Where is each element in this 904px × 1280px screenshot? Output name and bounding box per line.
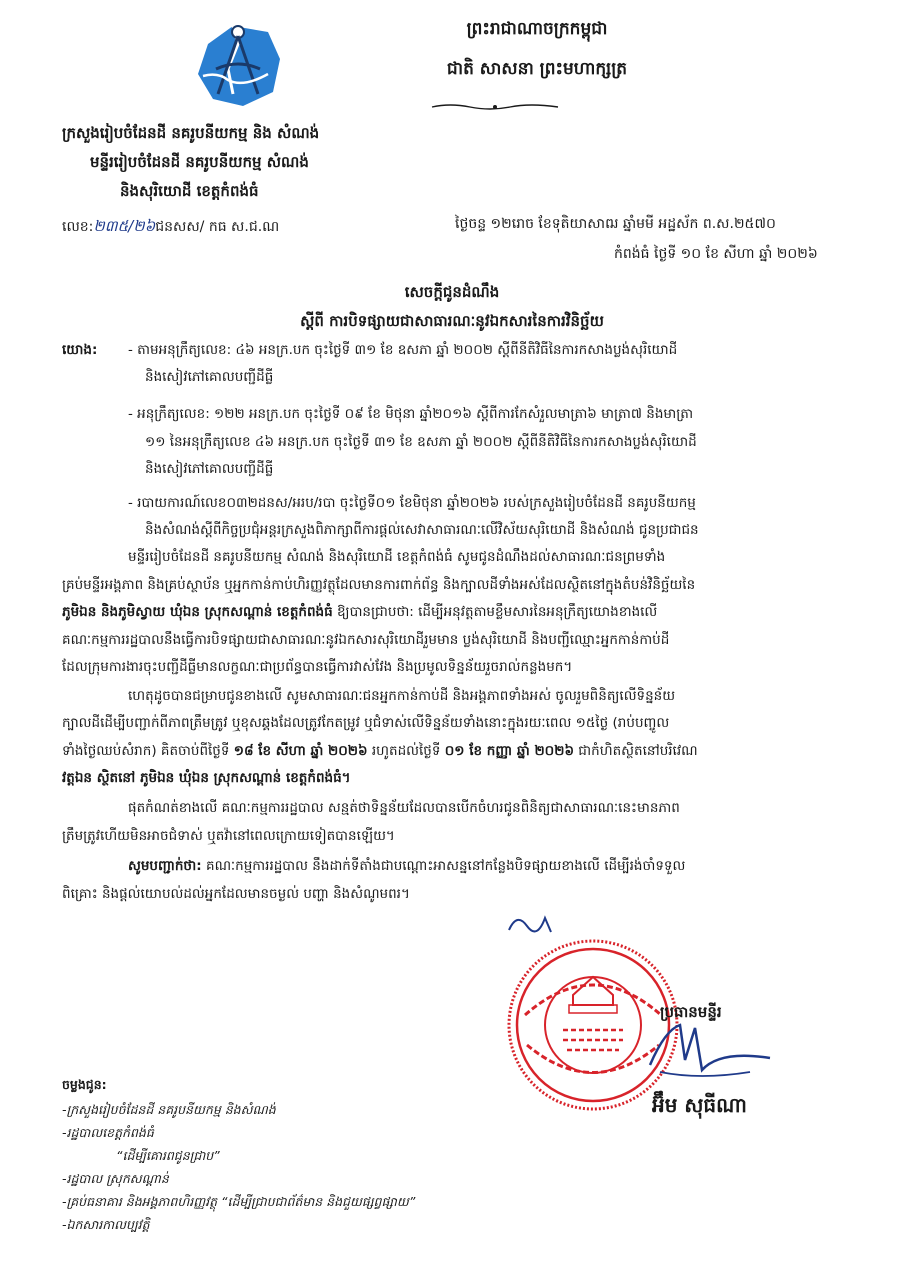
reference-suffix: ជនសស/ កធ ស.ជ.ណ bbox=[155, 219, 280, 235]
paragraph-2-line3 bbox=[62, 741, 698, 762]
cc-item-province-note: “ដើម្បីគោរពជូនជ្រាប” bbox=[116, 1148, 220, 1163]
notice-subject: ស្ដីពី ការបិទផ្សាយជាសាធារណៈនូវឯកសារនៃការវិនិច្ឆ័យ bbox=[300, 312, 604, 330]
signatory-name: អ៊ឹម សុធីណា bbox=[652, 1093, 747, 1117]
kingdom-motto: ជាតិ សាសនា ព្រះមហាក្សត្រ bbox=[446, 59, 628, 79]
reference-item-2-line1: - អនុក្រឹត្យលេខ: ១២២ អនក្រ.បក ចុះថ្ងៃទី ០៩ ខែ មិថុនា ឆ្នាំ២០១៦ ស្ដីពីការកែសំរួលមាត្រា៦ មាត្រា៧ និងមាត្រា bbox=[128, 406, 694, 422]
reference-item-1-line1: - តាមអនុក្រឹត្យលេខ: ៤៦ អនក្រ.បក ចុះថ្ងៃទី ៣១ ខែ ឧសភា ឆ្នាំ ២០០២ ស្ដីពីនីតិវិធីនៃការកសាងប្លង់សុរិយោដី bbox=[128, 342, 678, 358]
cc-item-district: -រដ្ឋបាល ស្រុកសណ្ដាន់ bbox=[62, 1171, 169, 1186]
note-label: សូមបញ្ជាក់ថា: bbox=[128, 858, 202, 874]
venue-location: វត្តឯន ស្ថិតនៅ ភូមិឯន ឃុំឯន ស្រុកសណ្ដាន់ ខេត្តកំពង់ធំ។ bbox=[62, 770, 351, 786]
reference-item-2-line3: និងសៀវភៅគោលបញ្ជីដីធ្លី bbox=[145, 461, 274, 477]
location-bold: ភូមិឯន និងភូមិស្វាយ ឃុំឯន ស្រុកសណ្ដាន់ ខេត្តកំពង់ធំ bbox=[62, 604, 333, 620]
note-text: គណៈកម្មការរដ្ឋបាល នឹងដាក់ទីតាំងជាបណ្ដោះអាសន្ននៅកន្លែងបិទផ្សាយខាងលើ ដើម្បីរង់ចាំទទួល bbox=[206, 858, 686, 874]
paragraph-1-line5: ដែលក្រុមការងារចុះបញ្ជីដីធ្លីមានលក្ខណៈជាប្រព័ន្ធបានធ្វើការវាស់វែង និងប្រមូលទិន្នន័យរួចរាល់កន្លងមក។ bbox=[62, 659, 573, 675]
cc-item-archive: -ឯកសារកាលប្បវត្តិ bbox=[62, 1217, 150, 1232]
kingdom-title: ព្រះរាជាណាចក្រកម្ពុជា bbox=[466, 19, 608, 39]
paragraph-3-line1: ផុតកំណត់ខាងលើ គណៈកម្មការរដ្ឋបាល សន្មត់ថាទិន្នន័យដែលបានបើកចំហរជូនពិនិត្យជាសាធារណៈនេះមានភាព bbox=[128, 800, 680, 816]
cc-label: ចម្លងជូន: bbox=[62, 1077, 107, 1092]
references-label: យោង: bbox=[62, 342, 98, 358]
paragraph-2-line1: ហេតុដូចបានជម្រាបជូនខាងលើ សូមសាធារណៈជនអ្នកកាន់កាប់ដី និងអង្គភាពទាំងអស់ ចូលរួមពិនិត្យលើទិន្នន័យ bbox=[128, 688, 676, 704]
initial-mark bbox=[505, 908, 555, 938]
period-intro: ទាំងថ្ងៃឈប់សំរាក) គិតចាប់ពីថ្ងៃទី bbox=[62, 743, 230, 759]
paragraph-1-line2: គ្រប់មន្ទីរអង្គភាព និងគ្រប់ស្ថាប័ន ឬអ្នកកាន់កាប់ហិរញ្ញវត្ថុដែលមានការពាក់ព័ន្ធ និងក្បាលដីទាំងអស់ដែលស្ថិតនៅក្នុងតំបន់វិនិច្ឆ័យនៃ bbox=[62, 577, 696, 593]
notice-title: សេចក្ដីជូនដំណឹង bbox=[404, 283, 500, 301]
paragraph-2-line2: ក្បាលដីដើម្បីបញ្ជាក់ពីភាពត្រឹមត្រូវ ឬខុសឆ្គងដែលត្រូវកែតម្រូវ ឬជំទាស់លើទិន្នន័យទាំងនោះក្នុងរយៈពេល ១៥ថ្ងៃ (រាប់បញ្ចូល bbox=[62, 715, 670, 731]
period-venue-intro: ជាកំហិតស្ថិតនៅបរិវេណ bbox=[578, 743, 698, 759]
paragraph-1-line1: មន្ទីររៀបចំដែនដី នគរូបនីយកម្ម សំណង់ និងសុរិយោដី ខេត្តកំពង់ធំ សូមជូនដំណឹងដល់សាធារណៈជនព្រមទាំង bbox=[128, 549, 666, 565]
reference-item-1-line2: និងសៀវភៅគោលបញ្ជីដីធ្លី bbox=[145, 369, 274, 385]
ornament-divider bbox=[430, 96, 560, 104]
solar-date: កំពង់ធំ ថ្ងៃទី ១០ ខែ សីហា ឆ្នាំ ២០២៦ bbox=[614, 246, 818, 262]
lunar-date: ថ្ងៃចន្ទ ១២រោច ខែទុតិយាសាឍ ឆ្នាំមមី អដ្ឋស័ក ព.ស.២៥៧០ bbox=[455, 216, 776, 232]
reference-number bbox=[62, 216, 279, 237]
paragraph-1-line4: គណៈកម្មការរដ្ឋបាលនឹងធ្វើការបិទផ្សាយជាសាធារណៈនូវឯកសារសុរិយោដីរួមមាន ប្លង់សុរិយោដី និងបញ្ជីឈ្មោះអ្នកកាន់កាប់ដី bbox=[62, 632, 670, 648]
reference-item-3-line1: - របាយការណ៍លេខ០៣២ដនស/អរប/របា ចុះថ្ងៃទី០១ ខែមិថុនា ឆ្នាំ២០២៦ របស់ក្រសួងរៀបចំដែនដី នគរូបនីយកម្ម bbox=[128, 495, 696, 511]
paragraph-4-line1 bbox=[128, 856, 685, 877]
handwritten-signature bbox=[640, 1010, 780, 1090]
cc-item-ministry: -ក្រសួងរៀបចំដែនដី នគរូបនីយកម្ម និងសំណង់ bbox=[62, 1102, 276, 1117]
paragraph-4-line2: ពិគ្រោះ និងផ្ដល់យោបល់ដល់អ្នកដែលមានចម្ងល់ បញ្ហា និងសំណូមពរ។ bbox=[62, 886, 410, 902]
reference-prefix: លេខ: bbox=[62, 219, 94, 235]
reference-item-3-line2: និងសំណង់ស្ដីពីកិច្ចប្រជុំអន្តរក្រសួងពិភាក្សាពីការផ្ដល់សេវាសាធារណៈលើវិស័យសុរិយោដី និងសំណង់ ជូនប្រជាជន bbox=[145, 522, 699, 538]
period-until: រហូតដល់ថ្ងៃទី bbox=[371, 743, 441, 759]
department-name: មន្ទីររៀបចំដែនដី នគរូបនីយកម្ម សំណង់ bbox=[90, 153, 309, 171]
signature-title: ប្រធានមន្ទីរ bbox=[660, 1003, 722, 1021]
cc-item-banks: -គ្រប់ធនាគារ និងអង្គភាពហិរញ្ញវត្ថុ “ដើម្បីជ្រាបជាព័ត៌មាន និងជួយផ្សព្វផ្សាយ” bbox=[62, 1194, 416, 1209]
department-province: និងសុរិយោដី ខេត្តកំពង់ធំ bbox=[120, 182, 259, 200]
paragraph-1-line3 bbox=[62, 602, 657, 623]
paragraph-1-line3-rest: ឱ្យបានជ្រាបថា: ដើម្បីអនុវត្តតាមខ្លឹមសារនៃអនុក្រឹត្យយោងខាងលើ bbox=[336, 604, 658, 620]
cc-item-province: -រដ្ឋបាលខេត្តកំពង់ធំ bbox=[62, 1125, 154, 1140]
paragraph-3-line2: ត្រឹមត្រូវហើយមិនអាចជំទាស់ ឬតវ៉ានៅពេលក្រោយទៀតបានឡើយ។ bbox=[62, 828, 395, 844]
reference-item-2-line2: ១១ នៃអនុក្រឹត្យលេខ ៤៦ អនក្រ.បក ចុះថ្ងៃទី ៣១ ខែ ឧសភា ឆ្នាំ ២០០២ ស្ដីពីនីតិវិធីនៃការកសាងប្លង់សុរិយោដី bbox=[145, 434, 697, 450]
period-start-date: ១៨ ខែ សីហា ឆ្នាំ ២០២៦ bbox=[233, 743, 368, 759]
ministry-name: ក្រសួងរៀបចំដែនដី នគរូបនីយកម្ម និង សំណង់ bbox=[62, 124, 320, 142]
reference-handwritten: ២៣៥/២៦ bbox=[93, 217, 156, 235]
period-end-date: ០១ ខែ កញ្ញា ឆ្នាំ ២០២៦ bbox=[444, 743, 574, 759]
